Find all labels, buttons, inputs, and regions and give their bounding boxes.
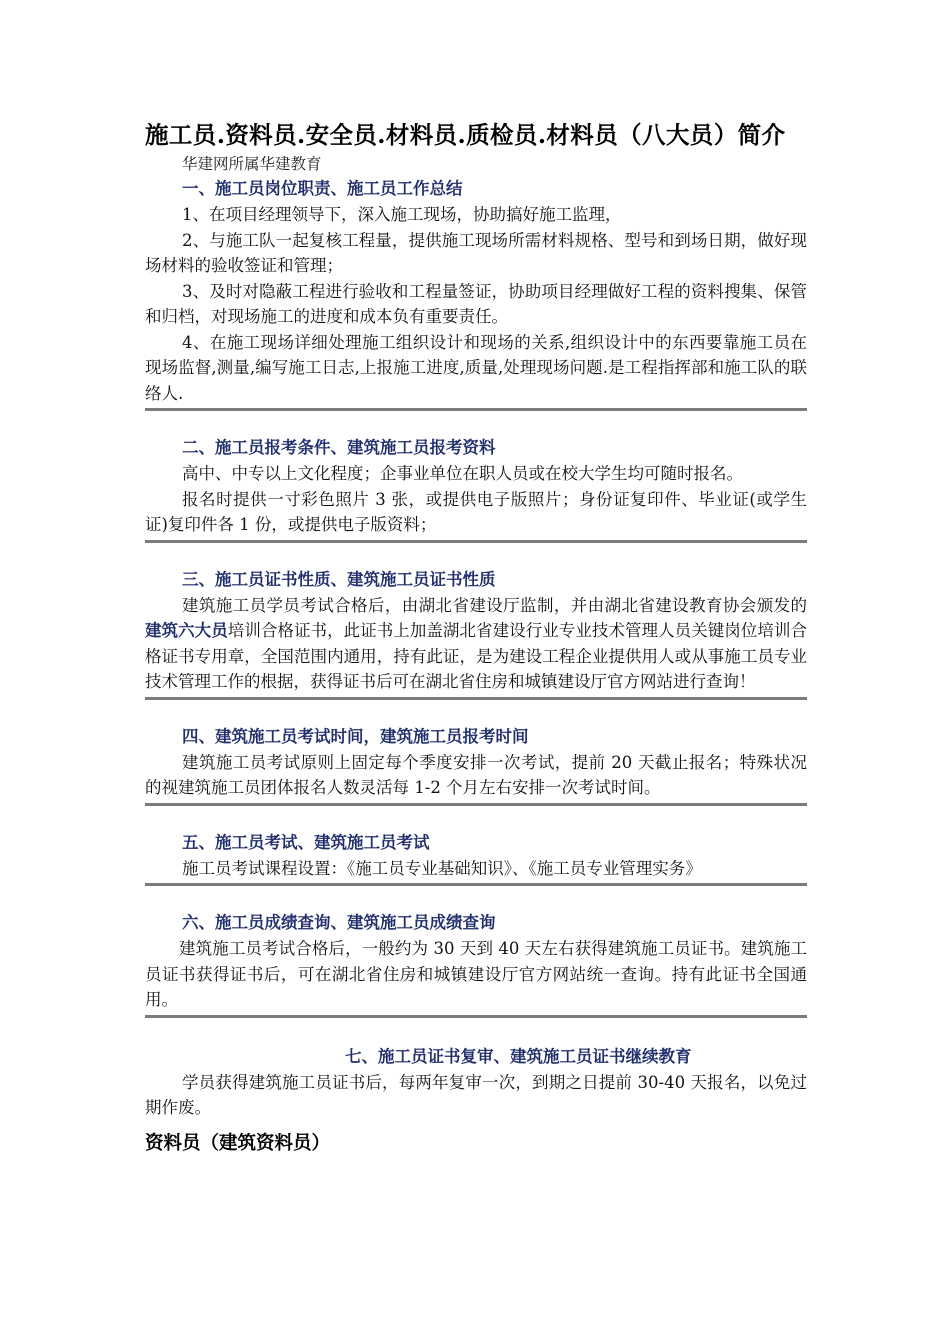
section-heading: 五、施工员考试、建筑施工员考试 [182, 832, 430, 852]
section-heading: 三、施工员证书性质、建筑施工员证书性质 [182, 569, 496, 589]
paragraph: 建筑施工员考试合格后，一般约为 30 天到 40 天左右获得建筑施工员证书。建筑施工员证书获得证书后，可在湖北省住房和城镇建设厅官方网站统一查询。持有此证书全国通用。 [145, 939, 807, 1009]
paragraph: 学员获得建筑施工员证书后，每两年复审一次，到期之日提前 30-40 天报名，以免过期作废。 [145, 1072, 807, 1117]
section-heading: 七、施工员证书复审、建筑施工员证书继续教育 [345, 1046, 692, 1066]
paragraph: 2、与施工队一起复核工程量，提供施工现场所需材料规格、型号和到场日期，做好现场材料的验收签证和管理； [145, 230, 807, 275]
paragraph: 报名时提供一寸彩色照片 3 张，或提供电子版照片；身份证复印件、毕业证(或学生证)复印件各 1 份，或提供电子版资料； [145, 489, 807, 534]
section-heading: 六、施工员成绩查询、建筑施工员成绩查询 [182, 913, 496, 932]
paragraph: 3、及时对隐蔽工程进行验收和工程量签证，协助项目经理做好工程的资料搜集、保管和归档，对现场施工的进度和成本负有重要责任。 [145, 281, 807, 326]
document-subtitle: 华建网所属华建教育 [182, 155, 322, 173]
paragraph-text: 培训合格证书，此证书上加盖湖北省建设行业专业技术管理人员关键岗位培训合格证书专用章，全国范围内通用，持有此证，是为建设工程企业提供用人或从事施工员专业技术管理工作的根据，获得证书后可在湖北省住房和城镇建设厅官方网站进行查询！ [145, 621, 808, 691]
paragraph: 4、在施工现场详细处理施工组织设计和现场的关系,组织设计中的东西要靠施工员在现场监督,测量,编写施工日志,上报施工进度,质量,处理现场问题.是工程指挥部和施工队的联络人. [145, 332, 807, 403]
next-topic-heading: 资料员（建筑资料员） [145, 1132, 331, 1154]
paragraph [145, 593, 807, 695]
paragraph: 1、在项目经理领导下，深入施工现场，协助搞好施工监理， [182, 205, 622, 224]
paragraph: 建筑施工员考试原则上固定每个季度安排一次考试，提前 20 天截止报名；特殊状况的视建筑施工员团体报名人数灵活每 1-2 个月左右安排一次考试时间。 [145, 752, 807, 797]
paragraph: 施工员考试课程设置：《施工员专业基础知识》、《施工员专业管理实务》 [182, 858, 702, 878]
section-heading: 一、施工员岗位职责、施工员工作总结 [182, 179, 463, 198]
paragraph-text: 建筑施工员学员考试合格后，由湖北省建设厅监制，并由湖北省建设教育协会颁发的 [182, 595, 807, 615]
document-title: 施工员.资料员.安全员.材料员.质检员.材料员（八大员）简介 [145, 121, 786, 149]
paragraph: 高中、中专以上文化程度；企事业单位在职人员或在校大学生均可随时报名。 [182, 464, 743, 483]
emphasis-text: 建筑六大员 [145, 621, 228, 640]
section-heading: 二、施工员报考条件、建筑施工员报考资料 [182, 438, 496, 457]
document-page [145, 118, 807, 1157]
section-heading: 四、建筑施工员考试时间，建筑施工员报考时间 [182, 726, 529, 746]
